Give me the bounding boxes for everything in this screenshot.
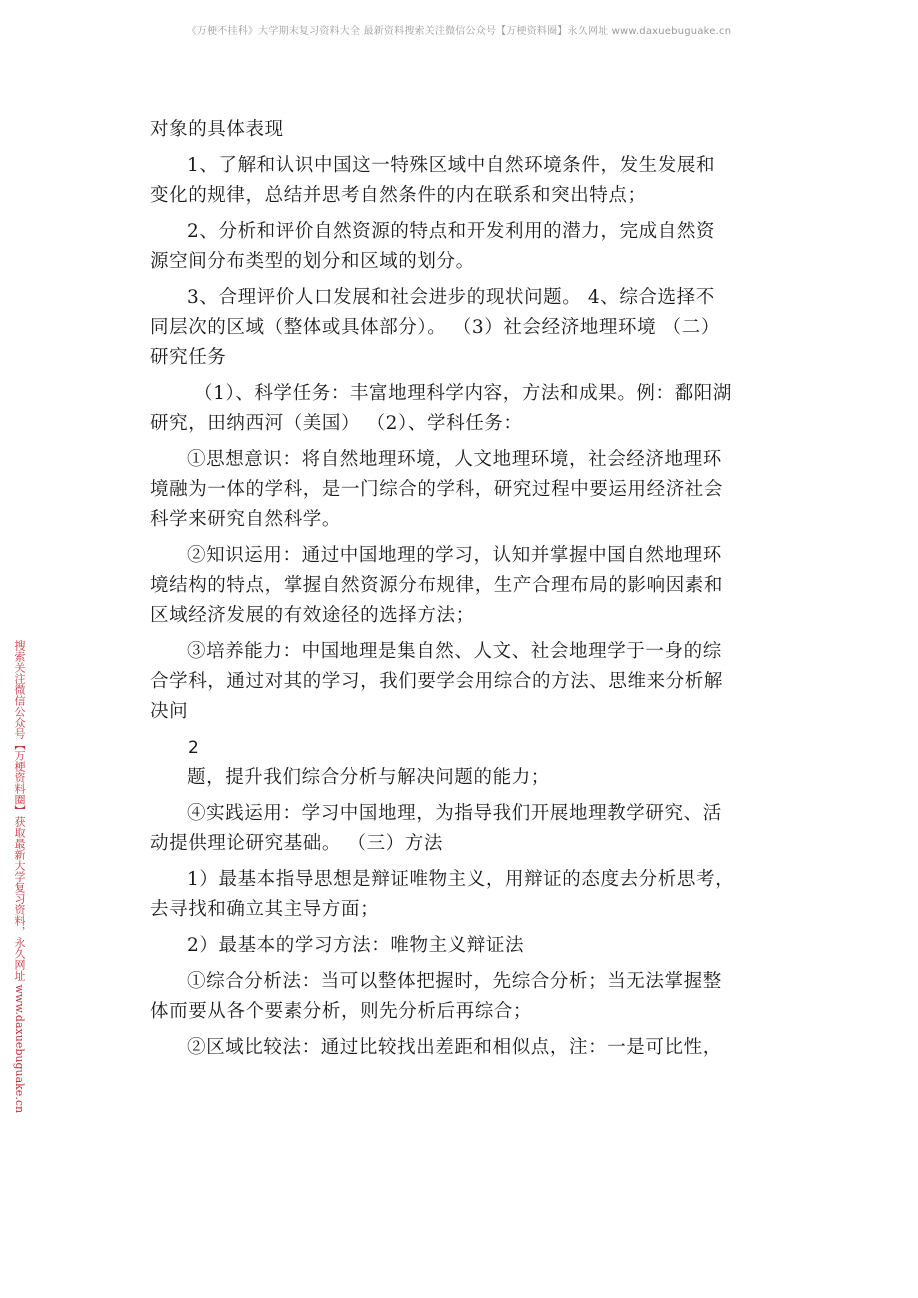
paragraph-line: 3、合理评价人口发展和社会进步的现状问题。 4、综合选择不 [187,287,715,308]
paragraph-line: 境结构的特点，掌握自然资源分布规律，生产合理布局的影响因素和 [150,575,724,596]
paragraph-line: ③培养能力：中国地理是集自然、人文、社会地理学于一身的综 [187,641,722,662]
paragraph-line: 研究，田纳西河（美国） （2）、学科任务： [150,413,523,434]
paragraph-line: 变化的规律，总结并思考自然条件的内在联系和突出特点； [150,185,647,206]
paragraph-line: ②知识运用：通过中国地理的学习，认知并掌握中国自然地理环 [187,545,722,566]
paragraph-line: 题，提升我们综合分析与解决问题的能力； [187,767,550,788]
header-watermark: 《万梗不挂科》大学期末复习资料大全 最新资料搜索关注微信公众号【万梗资料圈】永久网址 www.daxuebuguake.cn [186,26,732,37]
paragraph-line: 1）最基本指导思想是辩证唯物主义，用辩证的态度去分析思考， [187,869,735,890]
paragraph-line: 对象的具体表现 [150,119,284,140]
document-body [150,115,784,1063]
paragraph-line: ④实践运用：学习中国地理，为指导我们开展地理教学研究、活 [187,803,722,824]
paragraph-line: ①思想意识：将自然地理环境，人文地理环境，社会经济地理环 [187,449,722,470]
paragraph-line: 1、了解和认识中国这一特殊区域中自然环境条件，发生发展和 [187,155,716,176]
paragraph-line: 2）最基本的学习方法：唯物主义辩证法 [187,935,525,956]
page-number: 2 [188,738,200,758]
paragraph-line: 境融为一体的学科，是一门综合的学科，研究过程中要运用经济社会 [150,479,724,500]
paragraph-line: 科学来研究自然科学。 [150,509,342,530]
paragraph-line: 决问 [150,701,189,722]
paragraph-line: 源空间分布类型的划分和区域的划分。 [150,251,475,272]
side-watermark: 搜索关注微信公众号【万梗资料圈】获取最新大学复习资料，永久网址 www.daxuebuguake.cn [13,640,26,1114]
paragraph-line: 区域经济发展的有效途径的选择方法； [150,605,475,626]
paragraph-line: 去寻找和确立其主导方面； [150,899,380,920]
paragraph-line: （1）、科学任务：丰富地理科学内容，方法和成果。例：鄱阳湖 [194,383,732,404]
paragraph-line: 研究任务 [150,347,227,368]
paragraph-line: 体而要从各个要素分析，则先分析后再综合； [150,1001,533,1022]
paragraph-line: ①综合分析法：当可以整体把握时，先综合分析；当无法掌握整 [187,971,722,992]
paragraph-line: 同层次的区域（整体或具体部分）。 （3）社会经济地理环境 （二） [150,317,720,338]
paragraph-line: 2、分析和评价自然资源的特点和开发利用的潜力，完成自然资 [187,221,716,242]
paragraph-line: 合学科，通过对其的学习，我们要学会用综合的方法、思维来分析解 [150,671,724,692]
paragraph-line: 动提供理论研究基础。 （三）方法 [150,833,443,854]
paragraph-line: ②区域比较法：通过比较找出差距和相似点，注：一是可比性， [187,1037,722,1058]
